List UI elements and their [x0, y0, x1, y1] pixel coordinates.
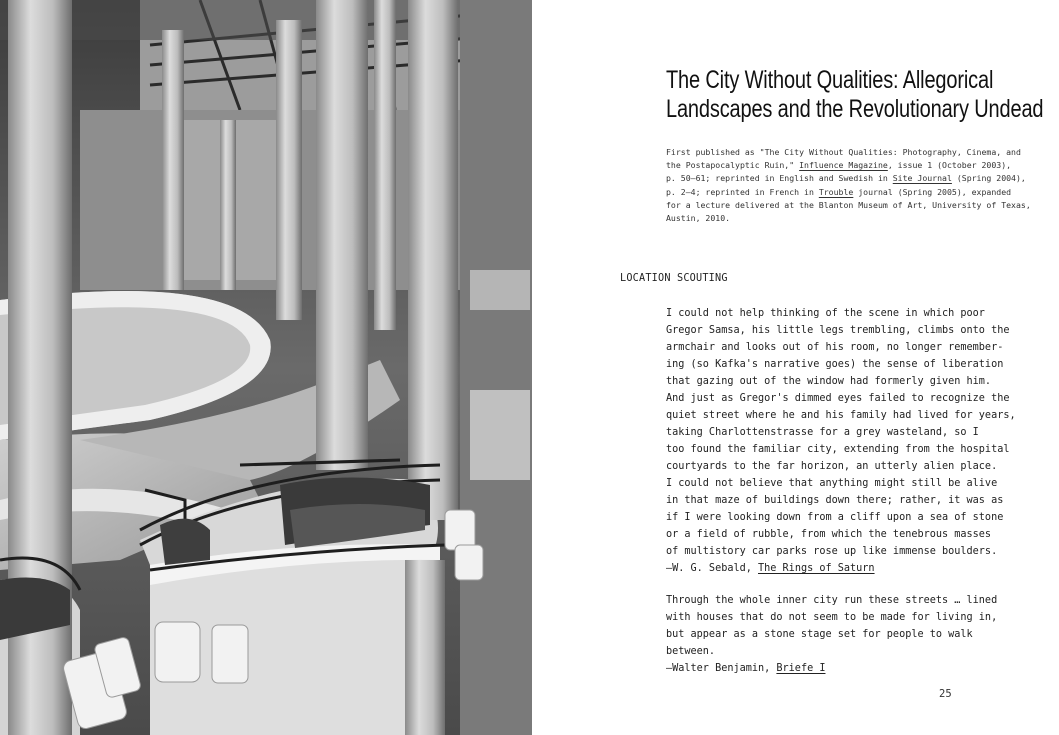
- epigraph-line: courtyards to the far horizon, an utterly alien place.: [666, 461, 998, 472]
- publication-note-text: First published as "The City Without Qualities: Photography, Cinema, and: [666, 147, 1021, 157]
- epigraph-attribution: [666, 560, 1026, 577]
- epigraph-line: I could not help thinking of the scene in which poor: [666, 308, 985, 319]
- publication-note-text: , issue 1 (October 2003),: [887, 160, 1012, 171]
- epigraph-line: if I were looking down from a cliff upon a sea of stone: [666, 512, 1004, 523]
- epigraph-line: Through the whole inner city run these streets … lined: [666, 595, 998, 606]
- title-line: Landscapes and the Revolutionary Undead: [666, 95, 1044, 123]
- epigraph-benjamin: [666, 592, 1026, 677]
- publication-note-line: [666, 159, 1016, 172]
- epigraph-line: quiet street where he and his family had lived for years,: [666, 410, 1016, 421]
- title-line: The City Without Qualities: Allegorical: [666, 66, 994, 94]
- epigraph-line: that gazing out of the window had formerly given him.: [666, 376, 992, 387]
- publication-note-line: [666, 186, 1016, 199]
- epigraph-line: ing (so Kafka's narrative goes) the sense of liberation: [666, 359, 1004, 370]
- epigraph-line: And just as Gregor's dimmed eyes failed to recognize the: [666, 393, 1010, 404]
- publication-title: Trouble: [818, 186, 854, 197]
- epigraph-line: between.: [666, 646, 716, 657]
- publication-note-line: [666, 172, 1026, 185]
- publication-note-line: [666, 146, 1021, 159]
- chapter-title: [666, 66, 1044, 124]
- publication-note-text: journal (Spring 2005), expanded: [853, 186, 1012, 197]
- epigraph-line: too found the familiar city, extending from the hospital: [666, 444, 1010, 455]
- publication-note-text: Austin, 2010.: [666, 213, 731, 224]
- page-number: 25: [939, 688, 952, 700]
- epigraph-line: but appear as a stone stage set for people to walk: [666, 629, 973, 640]
- attribution-prefix: —W. G. Sebald,: [666, 563, 759, 574]
- publication-note-text: the Postapocalyptic Ruin,": [666, 160, 800, 171]
- epigraph-line: or a field of rubble, from which the tenebrous masses: [666, 529, 992, 540]
- publication-note-text: p. 2–4; reprinted in French in: [666, 186, 819, 197]
- attribution-prefix: —Walter Benjamin,: [666, 663, 777, 674]
- publication-note-line: [666, 212, 1016, 225]
- publication-note-text: for a lecture delivered at the Blanton Museum of Art, University of Texas,: [666, 199, 1031, 210]
- section-heading: LOCATION SCOUTING: [620, 273, 728, 284]
- publication-note-line: [666, 199, 1031, 212]
- publication-title: Site Journal: [892, 173, 952, 184]
- epigraph-sebald: [666, 305, 1026, 577]
- epigraph-line: armchair and looks out of his room, no longer remember-: [666, 342, 1004, 353]
- epigraph-line: with houses that do not seem to be made for living in,: [666, 612, 998, 623]
- attribution-book-title: Briefe I: [776, 663, 826, 674]
- epigraph-line: I could not believe that anything might still be alive: [666, 478, 998, 489]
- epigraph-line: of multistory car parks rose up like immense boulders.: [666, 546, 998, 557]
- text-page: [532, 0, 1059, 735]
- publication-note-text: (Spring 2004),: [951, 173, 1026, 184]
- publication-note: [666, 146, 1031, 225]
- epigraph-line: in that maze of buildings down there; rather, it was as: [666, 495, 1004, 506]
- epigraph-line: taking Charlottenstrasse for a grey wasteland, so I: [666, 427, 979, 438]
- publication-note-text: p. 50–61; reprinted in English and Swedish in: [666, 173, 893, 184]
- epigraph-line: Gregor Samsa, his little legs trembling, climbs onto the: [666, 325, 1010, 336]
- publication-title: Influence Magazine: [799, 160, 888, 171]
- attribution-book-title: The Rings of Saturn: [758, 563, 875, 574]
- epigraph-attribution: [666, 660, 1026, 677]
